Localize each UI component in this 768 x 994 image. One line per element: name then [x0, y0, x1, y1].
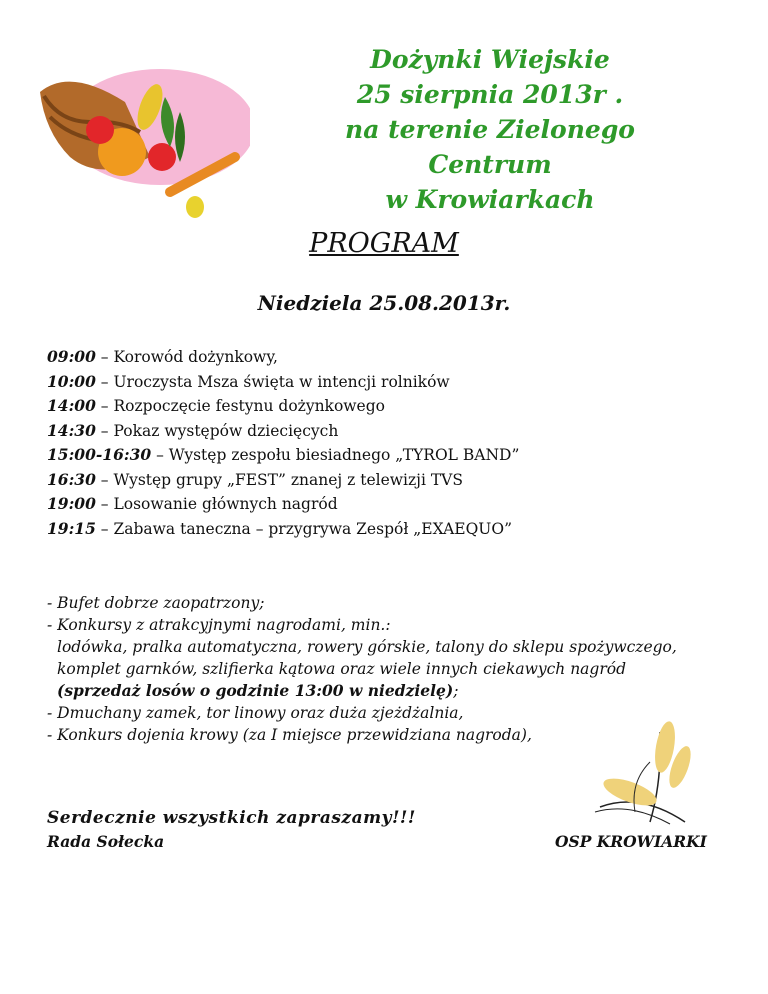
schedule-time: 10:00	[47, 371, 96, 391]
note-line	[47, 680, 727, 702]
cornucopia-icon	[30, 62, 250, 222]
schedule-item	[47, 394, 727, 419]
schedule-item	[47, 443, 727, 468]
note-line: - Konkurs dojenia krowy (za I miejsce przewidziana nagroda),	[47, 726, 532, 744]
event-town: w Krowiarkach	[385, 185, 595, 214]
schedule-item	[47, 419, 727, 444]
schedule-item	[47, 345, 727, 370]
note-line: komplet garnków, szlifierka kątowa oraz wiele innych ciekawych nagród	[57, 660, 627, 678]
schedule-time: 19:15	[47, 518, 96, 538]
schedule-time: 09:00	[47, 347, 96, 366]
lottery-note: (sprzedaż losów o godzinie 13:00 w niedzielę)	[57, 681, 454, 700]
signer-village-council: Rada Sołecka	[47, 832, 165, 851]
schedule-text: – Uroczysta Msza święta w intencji rolników	[95, 372, 450, 391]
schedule-item	[47, 370, 727, 395]
event-date: 25 sierpnia 2013r .	[356, 80, 624, 109]
event-location: na terenie Zielonego Centrum	[345, 115, 635, 179]
event-header	[300, 42, 680, 217]
schedule-list	[47, 345, 727, 541]
day-title: Niedziela 25.08.2013r.	[257, 291, 511, 315]
schedule-time: 14:30	[47, 420, 96, 440]
note-line: lodówka, pralka automatyczna, rowery górskie, talony do sklepu spożywczego,	[57, 638, 677, 656]
schedule-item	[47, 468, 727, 493]
schedule-text: – Występ zespołu biesiadnego „TYROL BAND”	[151, 446, 520, 464]
invitation-text: Serdecznie wszystkich zapraszamy!!!	[47, 808, 416, 828]
schedule-text: – Występ grupy „FEST” znanej z telewizji TVS	[95, 470, 463, 489]
note-line: - Bufet dobrze zaopatrzony;	[47, 594, 265, 612]
schedule-time: 16:30	[47, 469, 96, 489]
note-punct: ;	[453, 682, 459, 700]
schedule-text: – Pokaz występów dziecięcych	[95, 421, 339, 440]
schedule-text: – Rozpoczęcie festynu dożynkowego	[95, 397, 385, 415]
schedule-time: 14:00	[47, 396, 96, 415]
schedule-text: – Losowanie głównych nagród	[95, 495, 338, 513]
note-line: - Konkursy z atrakcyjnymi nagrodami, min.:	[47, 616, 391, 634]
schedule-text: – Korowód dożynkowy,	[95, 348, 278, 366]
schedule-time: 19:00	[47, 494, 96, 513]
program-title: PROGRAM	[309, 228, 459, 259]
note-line: - Dmuchany zamek, tor linowy oraz duża zjeżdżalnia,	[47, 704, 464, 722]
signer-fire-brigade: OSP KROWIARKI	[555, 832, 707, 851]
wheat-icon	[590, 712, 700, 834]
schedule-text: – Zabawa taneczna – przygrywa Zespół „EXAEQUO”	[95, 519, 513, 538]
schedule-item	[47, 492, 727, 517]
event-title: Dożynki Wiejskie	[370, 45, 610, 74]
schedule-item	[47, 517, 727, 542]
schedule-time: 15:00-16:30	[47, 445, 152, 464]
